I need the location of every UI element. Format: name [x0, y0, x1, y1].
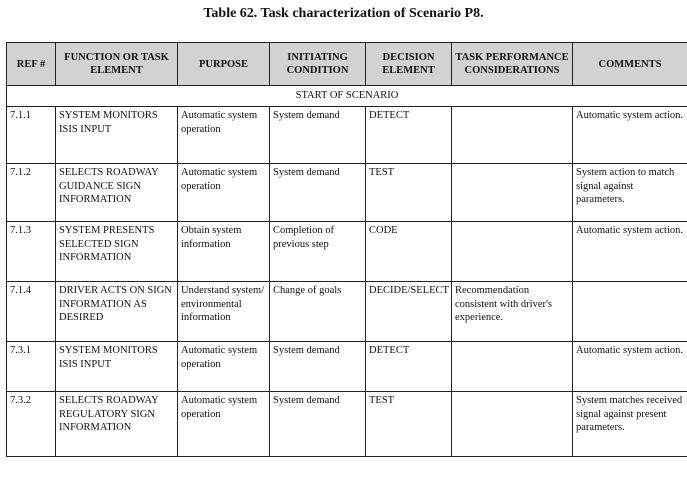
cell-initiating: System demand [270, 392, 366, 457]
table-row [7, 282, 687, 342]
cell-performance [452, 164, 573, 222]
cell-comments: System matches received signal against present parameters. [573, 392, 687, 457]
cell-ref: 7.1.3 [7, 222, 56, 282]
cell-task: SYSTEM MONITORS ISIS INPUT [56, 107, 178, 164]
table-title: Table 62. Task characterization of Scenario P8. [203, 6, 484, 21]
cell-purpose: Automatic system operation [178, 342, 270, 392]
table-row [7, 164, 687, 222]
header-initiating-condition: INITIATING CONDITION [270, 43, 366, 86]
cell-performance: Recommendation consistent with driver's experience. [452, 282, 573, 342]
header-ref: REF # [7, 43, 56, 86]
cell-comments: Automatic system action. [573, 342, 687, 392]
cell-initiating: System demand [270, 164, 366, 222]
cell-performance [452, 107, 573, 164]
cell-decision: TEST [366, 392, 452, 457]
header-purpose: PURPOSE [178, 43, 270, 86]
start-of-scenario: START OF SCENARIO [7, 86, 687, 107]
cell-task: SYSTEM MONITORS ISIS INPUT [56, 342, 178, 392]
cell-performance [452, 392, 573, 457]
table-row [7, 392, 687, 457]
cell-purpose: Understand system/ environmental information [178, 282, 270, 342]
cell-ref: 7.1.1 [7, 107, 56, 164]
cell-decision: DETECT [366, 342, 452, 392]
cell-purpose: Automatic system operation [178, 392, 270, 457]
table-row [7, 222, 687, 282]
cell-purpose: Automatic system operation [178, 164, 270, 222]
task-characterization-table [6, 42, 687, 457]
cell-comments: Automatic system action. [573, 222, 687, 282]
table-row [7, 342, 687, 392]
table-row [7, 107, 687, 164]
cell-task: SYSTEM PRESENTS SELECTED SIGN INFORMATION [56, 222, 178, 282]
header-function: FUNCTION OR TASK ELEMENT [56, 43, 178, 86]
cell-task: DRIVER ACTS ON SIGN INFORMATION AS DESIRED [56, 282, 178, 342]
cell-ref: 7.3.1 [7, 342, 56, 392]
cell-decision: CODE [366, 222, 452, 282]
cell-comments: System action to match signal against parameters. [573, 164, 687, 222]
cell-ref: 7.1.4 [7, 282, 56, 342]
header-comments: COMMENTS [573, 43, 687, 86]
start-row [7, 86, 687, 107]
cell-ref: 7.1.2 [7, 164, 56, 222]
cell-ref: 7.3.2 [7, 392, 56, 457]
cell-purpose: Obtain system information [178, 222, 270, 282]
cell-comments: Automatic system action. [573, 107, 687, 164]
cell-task: SELECTS ROADWAY REGULATORY SIGN INFORMATION [56, 392, 178, 457]
cell-purpose: Automatic system operation [178, 107, 270, 164]
cell-initiating: System demand [270, 342, 366, 392]
cell-initiating: Completion of previous step [270, 222, 366, 282]
cell-decision: DETECT [366, 107, 452, 164]
header-decision-element: DECISION ELEMENT [366, 43, 452, 86]
cell-performance [452, 342, 573, 392]
cell-performance [452, 222, 573, 282]
cell-comments [573, 282, 687, 342]
header-row [7, 43, 687, 86]
cell-decision: DECIDE/SELECT [366, 282, 452, 342]
cell-initiating: Change of goals [270, 282, 366, 342]
cell-task: SELECTS ROADWAY GUIDANCE SIGN INFORMATION [56, 164, 178, 222]
header-task-performance: TASK PERFORMANCE CONSIDERATIONS [452, 43, 573, 86]
cell-initiating: System demand [270, 107, 366, 164]
cell-decision: TEST [366, 164, 452, 222]
